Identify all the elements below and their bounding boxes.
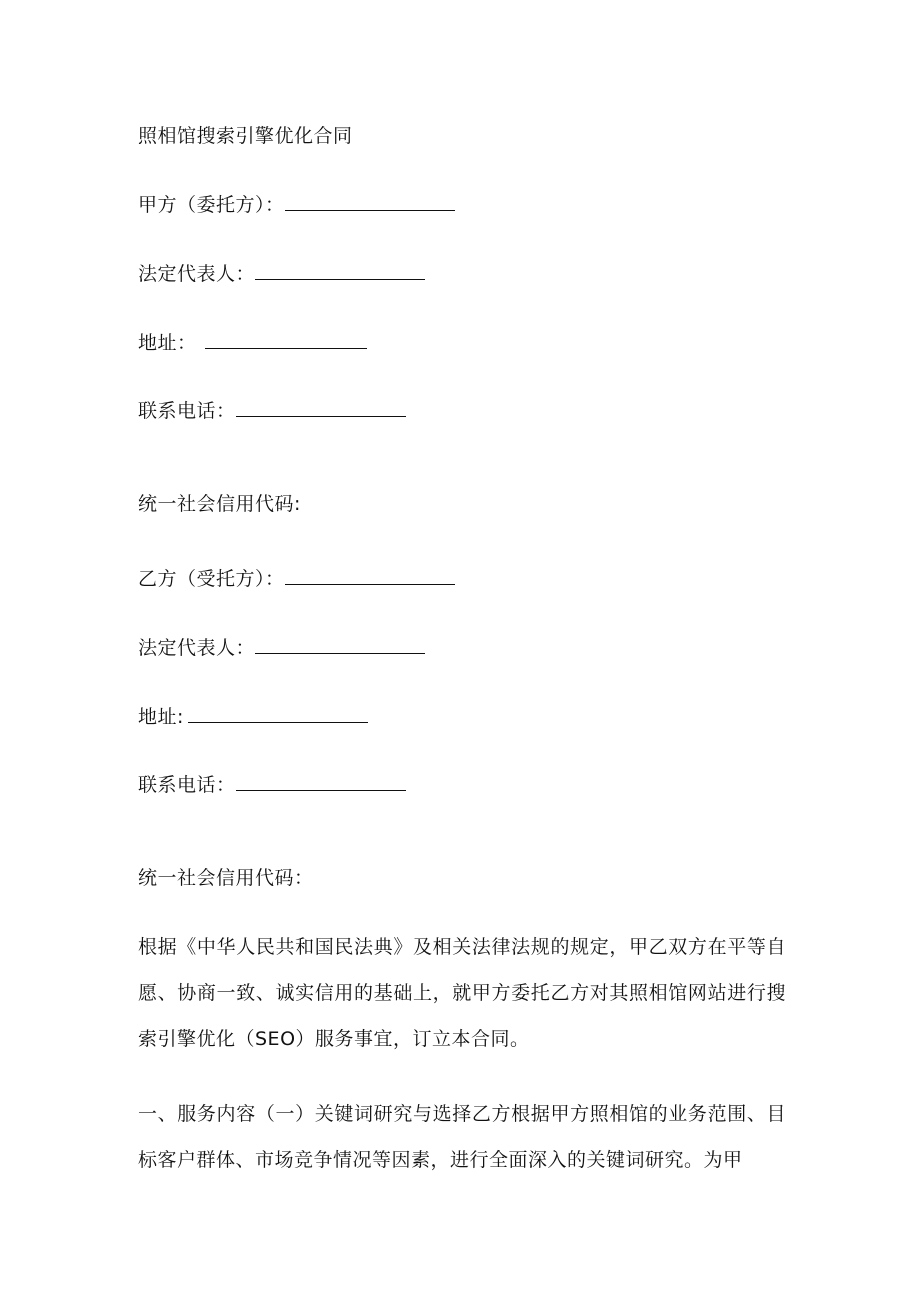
party-a-phone-line bbox=[138, 398, 406, 423]
party-a-address-line bbox=[138, 330, 367, 355]
party-a-address-blank[interactable] bbox=[205, 330, 367, 349]
party-a-blank[interactable] bbox=[285, 192, 455, 211]
party-b-label: 乙方（受托方）： bbox=[138, 568, 285, 590]
party-b-rep-label: 法定代表人： bbox=[138, 637, 256, 659]
party-b-rep-line bbox=[138, 635, 425, 660]
party-b-credit-line: 统一社会信用代码： bbox=[138, 867, 314, 889]
party-b-blank[interactable] bbox=[285, 566, 455, 585]
party-a-credit-line: 统一社会信用代码: bbox=[138, 493, 301, 515]
party-a-phone-blank[interactable] bbox=[236, 398, 406, 417]
party-a-line bbox=[138, 192, 455, 217]
party-b-phone-label: 联系电话： bbox=[138, 774, 236, 796]
contract-title: 照相馆搜索引擎优化合同 bbox=[138, 125, 353, 147]
party-a-rep-label: 法定代表人： bbox=[138, 263, 256, 285]
party-b-rep-blank[interactable] bbox=[255, 635, 425, 654]
party-a-address-label: 地址： bbox=[138, 332, 197, 354]
party-b-line bbox=[138, 566, 455, 591]
party-b-address-blank[interactable] bbox=[188, 704, 368, 723]
section-1-paragraph: 一、服务内容（一）关键词研究与选择乙方根据甲方照相馆的业务范围、目标客户群体、市场竞争情况等因素，进行全面深入的关键词研究。为甲 bbox=[138, 1103, 786, 1171]
party-a-rep-blank[interactable] bbox=[255, 261, 425, 280]
party-a-label: 甲方（委托方）： bbox=[138, 194, 285, 216]
party-b-address-line bbox=[138, 704, 368, 729]
party-a-phone-label: 联系电话： bbox=[138, 400, 236, 422]
party-a-rep-line bbox=[138, 261, 425, 286]
party-b-phone-blank[interactable] bbox=[236, 772, 406, 791]
preamble-paragraph: 根据《中华人民共和国民法典》及相关法律法规的规定，甲乙双方在平等自愿、协商一致、诚实信用的基础上，就甲方委托乙方对其照相馆网站进行搜索引擎优化（SEO）服务事宜，订立本合同。 bbox=[138, 936, 786, 1050]
party-b-phone-line bbox=[138, 772, 406, 797]
party-b-address-label: 地址: bbox=[138, 706, 184, 728]
